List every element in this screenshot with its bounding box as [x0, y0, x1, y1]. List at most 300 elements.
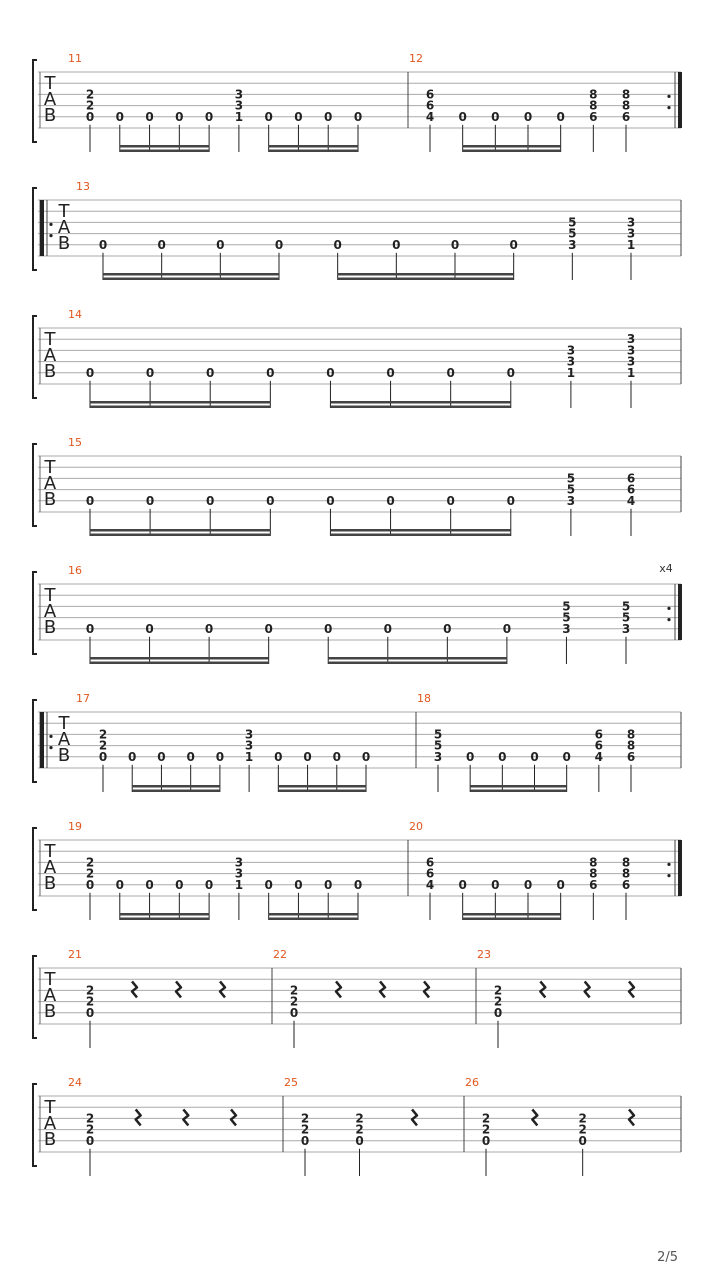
fret-number: 0	[266, 365, 275, 380]
fret-number: 0	[458, 109, 467, 124]
fret-number: 0	[556, 109, 565, 124]
fret-number: 2	[85, 1122, 95, 1137]
fret-number: 3	[234, 87, 244, 102]
tab-clef-letter: A	[43, 345, 57, 366]
fret-number: 3	[568, 237, 577, 252]
fret-number: 8	[626, 738, 636, 753]
fret-number: 0	[186, 749, 195, 764]
repeat-dot	[667, 874, 670, 877]
fret-number: 1	[234, 877, 244, 892]
page-number: 2/5	[657, 1250, 678, 1265]
fret-number: 8	[589, 98, 598, 113]
tab-system	[33, 692, 681, 792]
system-brace	[33, 572, 37, 654]
tab-system	[33, 308, 681, 408]
quarter-rest	[629, 1109, 634, 1125]
fret-number: 2	[481, 1122, 491, 1137]
fret-number: 0	[145, 621, 154, 636]
fret-number: 6	[621, 877, 631, 892]
quarter-rest	[132, 981, 137, 997]
fret-number: 6	[589, 109, 598, 124]
tab-clef-letter: T	[44, 585, 56, 606]
quarter-rest	[380, 981, 385, 997]
fret-number: 6	[626, 749, 636, 764]
fret-number: 2	[355, 1111, 364, 1126]
fret-number: 0	[509, 237, 518, 252]
measure	[68, 1076, 283, 1176]
tab-clef-letter: B	[43, 1001, 57, 1022]
measure	[465, 1076, 681, 1176]
fret-number: 2	[85, 983, 95, 998]
fret-number: 0	[128, 749, 137, 764]
measure-number: 15	[68, 436, 82, 449]
fret-number: 1	[626, 365, 636, 380]
system-brace	[33, 60, 37, 142]
fret-number: 8	[621, 98, 631, 113]
measure	[68, 52, 408, 152]
fret-number: 2	[98, 738, 108, 753]
fret-number: 0	[115, 877, 124, 892]
measure-number: 13	[76, 180, 90, 193]
measure	[273, 948, 476, 1048]
beam	[90, 529, 270, 532]
tab-system	[33, 436, 681, 536]
repeat-dot	[49, 234, 52, 237]
measure	[409, 820, 682, 920]
quarter-rest	[220, 981, 225, 997]
fret-number: 0	[498, 749, 507, 764]
fret-number: 2	[85, 866, 95, 881]
measure-number: 25	[284, 1076, 298, 1089]
fret-number: 6	[589, 877, 598, 892]
fret-number: 0	[450, 237, 460, 252]
fret-number: 3	[626, 226, 636, 241]
measure	[284, 1076, 464, 1176]
beam	[330, 529, 510, 532]
fret-number: 2	[289, 994, 299, 1009]
quarter-rest	[540, 981, 545, 997]
measure-number: 26	[465, 1076, 479, 1089]
measure	[40, 692, 416, 792]
fret-number: 0	[556, 877, 565, 892]
fret-number: 0	[523, 877, 533, 892]
fret-number: 3	[234, 98, 244, 113]
fret-number: 4	[425, 877, 435, 892]
quarter-rest	[336, 981, 341, 997]
repeat-start-thick-barline	[40, 200, 44, 256]
fret-number: 0	[204, 877, 214, 892]
fret-number: 6	[626, 482, 636, 497]
fret-number: 0	[264, 877, 273, 892]
fret-number: 0	[326, 365, 335, 380]
fret-number: 3	[234, 866, 244, 881]
fret-number: 0	[289, 1005, 299, 1020]
tab-clef-letter: B	[43, 105, 57, 126]
fret-number: 0	[215, 749, 225, 764]
tab-clef-letter: T	[44, 457, 56, 478]
fret-number: 2	[289, 983, 299, 998]
fret-number: 2	[355, 1122, 364, 1137]
fret-number: 6	[594, 738, 604, 753]
tab-clef-letter: T	[44, 329, 56, 350]
fret-number: 0	[446, 365, 455, 380]
measure	[40, 180, 681, 280]
fret-number: 0	[157, 237, 166, 252]
fret-number: 3	[626, 343, 636, 358]
system-brace	[33, 444, 37, 526]
fret-number: 0	[491, 877, 500, 892]
fret-number: 2	[493, 994, 503, 1009]
tab-clef-letter: T	[44, 73, 56, 94]
fret-number: 2	[85, 98, 95, 113]
fret-number: 0	[145, 365, 155, 380]
fret-number: 0	[85, 493, 95, 508]
fret-number: 0	[157, 749, 166, 764]
fret-number: 0	[324, 621, 333, 636]
quarter-rest	[532, 1109, 537, 1125]
fret-number: 1	[626, 237, 636, 252]
tab-clef-letter: A	[43, 601, 57, 622]
tab-system	[33, 562, 682, 664]
measure	[68, 948, 272, 1048]
beam	[338, 273, 514, 276]
fret-number: 8	[589, 855, 598, 870]
fret-number: 3	[566, 354, 576, 369]
beam	[90, 406, 270, 409]
fret-number: 0	[493, 1005, 503, 1020]
measure-number: 19	[68, 820, 82, 833]
beam	[90, 534, 270, 537]
fret-number: 0	[481, 1133, 491, 1148]
beam	[330, 406, 510, 409]
fret-number: 6	[425, 866, 435, 881]
fret-number: 6	[594, 727, 604, 742]
fret-number: 2	[85, 1111, 95, 1126]
quarter-rest	[412, 1109, 417, 1125]
fret-number: 0	[145, 877, 154, 892]
fret-number: 0	[206, 493, 215, 508]
fret-number: 6	[425, 855, 435, 870]
measure-number: 22	[273, 948, 287, 961]
beam	[463, 913, 561, 916]
fret-number: 3	[562, 621, 571, 636]
fret-number: 3	[244, 727, 254, 742]
fret-number: 0	[353, 877, 363, 892]
fret-number: 0	[85, 877, 95, 892]
measure-number: 14	[68, 308, 82, 321]
fret-number: 0	[85, 365, 95, 380]
tab-clef-letter: A	[43, 1113, 57, 1134]
fret-number: 2	[578, 1111, 587, 1126]
fret-number: 4	[425, 109, 435, 124]
measure	[409, 52, 682, 152]
fret-number: 0	[506, 365, 515, 380]
fret-number: 0	[98, 749, 108, 764]
fret-number: 0	[361, 749, 371, 764]
measure	[68, 820, 408, 920]
system-brace	[33, 828, 37, 910]
tab-clef-letter: B	[43, 361, 57, 382]
tab-clef-letter: T	[44, 969, 56, 990]
fret-number: 0	[294, 877, 303, 892]
measure	[68, 562, 682, 664]
tab-clef-letter: A	[43, 89, 57, 110]
fret-number: 0	[145, 109, 154, 124]
tab-clef-letter: A	[43, 985, 57, 1006]
fret-number: 8	[626, 727, 636, 742]
fret-number: 8	[589, 866, 598, 881]
fret-number: 2	[493, 983, 503, 998]
fret-number: 1	[234, 109, 244, 124]
fret-number: 0	[204, 621, 214, 636]
beam	[463, 145, 561, 148]
measure-number: 23	[477, 948, 491, 961]
repeat-end-thick-barline	[678, 584, 682, 640]
fret-number: 0	[386, 493, 395, 508]
beam	[120, 913, 209, 916]
tab-clef-letter: B	[57, 233, 71, 254]
fret-number: 0	[502, 621, 512, 636]
fret-number: 0	[458, 877, 467, 892]
fret-number: 0	[175, 109, 184, 124]
repeat-dot	[667, 106, 670, 109]
beam	[103, 278, 279, 281]
fret-number: 5	[562, 610, 571, 625]
beam	[132, 790, 220, 793]
fret-number: 0	[491, 109, 500, 124]
fret-number: 0	[85, 1133, 95, 1148]
beam	[103, 273, 279, 276]
beam	[120, 145, 209, 148]
repeat-dot	[49, 746, 52, 749]
fret-number: 2	[85, 87, 95, 102]
fret-number: 5	[566, 482, 576, 497]
fret-number: 0	[506, 493, 515, 508]
fret-number: 0	[216, 237, 225, 252]
repeat-dot	[667, 607, 670, 610]
fret-number: 0	[294, 109, 303, 124]
beam	[269, 918, 358, 921]
tab-clef-letter: B	[43, 489, 57, 510]
quarter-rest	[231, 1109, 236, 1125]
tab-clef-letter: T	[58, 713, 70, 734]
beam	[269, 913, 358, 916]
tab-clef-letter: B	[43, 873, 57, 894]
fret-number: 0	[115, 109, 124, 124]
beam	[328, 657, 507, 660]
measure	[417, 692, 681, 792]
measure-number: 17	[76, 692, 90, 705]
tab-clef-letter: A	[57, 729, 71, 750]
fret-number: 5	[621, 610, 631, 625]
repeat-dot	[667, 618, 670, 621]
fret-number: 0	[85, 1005, 95, 1020]
beam	[120, 918, 209, 921]
fret-number: 3	[566, 343, 576, 358]
beam	[269, 150, 358, 153]
tab-clef-letter: T	[44, 841, 56, 862]
fret-number: 0	[264, 621, 273, 636]
measure-number: 11	[68, 52, 82, 65]
system-brace	[33, 956, 37, 1038]
measure-number: 18	[417, 692, 431, 705]
tab-clef-letter: A	[57, 217, 71, 238]
fret-number: 5	[433, 727, 443, 742]
tab-system	[33, 948, 681, 1048]
fret-number: 1	[566, 365, 576, 380]
quarter-rest	[183, 1109, 188, 1125]
fret-number: 4	[594, 749, 604, 764]
tab-system	[33, 52, 682, 152]
system-brace	[33, 188, 37, 270]
fret-number: 0	[300, 1133, 310, 1148]
fret-number: 0	[465, 749, 475, 764]
fret-number: 3	[244, 738, 254, 753]
fret-number: 0	[333, 237, 342, 252]
fret-number: 5	[433, 738, 443, 753]
fret-number: 0	[530, 749, 539, 764]
tab-system	[33, 1076, 681, 1176]
quarter-rest	[176, 981, 181, 997]
fret-number: 5	[568, 215, 577, 230]
fret-number: 8	[589, 87, 598, 102]
fret-number: 3	[433, 749, 443, 764]
quarter-rest	[585, 981, 590, 997]
fret-number: 6	[425, 87, 435, 102]
beam	[90, 657, 269, 660]
fret-number: 1	[244, 749, 254, 764]
fret-number: 0	[353, 109, 363, 124]
repeat-start-thick-barline	[40, 712, 44, 768]
tab-system	[33, 820, 682, 920]
fret-number: 6	[626, 471, 636, 486]
fret-number: 3	[621, 621, 631, 636]
fret-number: 2	[578, 1122, 587, 1137]
fret-number: 0	[303, 749, 312, 764]
fret-number: 0	[274, 237, 284, 252]
fret-number: 0	[175, 877, 184, 892]
fret-number: 8	[621, 866, 631, 881]
system-brace	[33, 1084, 37, 1166]
beam	[132, 785, 220, 788]
system-brace	[33, 316, 37, 398]
beam	[338, 278, 514, 281]
tab-clef-letter: T	[44, 1097, 56, 1118]
beam	[470, 790, 566, 793]
fret-number: 3	[626, 215, 636, 230]
fret-number: 0	[145, 493, 155, 508]
beam	[90, 662, 269, 665]
fret-number: 0	[206, 365, 215, 380]
tab-clef-letter: B	[43, 617, 57, 638]
measure	[68, 436, 681, 536]
fret-number: 0	[264, 109, 273, 124]
fret-number: 2	[300, 1111, 310, 1126]
measure-number: 16	[68, 564, 82, 577]
fret-number: 0	[85, 621, 95, 636]
beam	[330, 534, 510, 537]
fret-number: 8	[621, 87, 631, 102]
fret-number: 0	[85, 109, 95, 124]
repeat-dot	[667, 863, 670, 866]
fret-number: 6	[425, 98, 435, 113]
fret-number: 0	[326, 493, 335, 508]
measure-number: 21	[68, 948, 82, 961]
tab-clef-letter: T	[58, 201, 70, 222]
fret-number: 8	[621, 855, 631, 870]
repeat-dot	[49, 735, 52, 738]
fret-number: 0	[266, 493, 275, 508]
beam	[278, 785, 366, 788]
quarter-rest	[424, 981, 429, 997]
system-brace	[33, 700, 37, 782]
tab-clef-letter: A	[43, 473, 57, 494]
fret-number: 0	[562, 749, 571, 764]
measure-number: 12	[409, 52, 423, 65]
beam	[470, 785, 566, 788]
tab-clef-letter: B	[43, 1129, 57, 1150]
fret-number: 3	[626, 354, 636, 369]
tab-clef-letter: B	[57, 745, 71, 766]
fret-number: 0	[386, 365, 395, 380]
fret-number: 3	[566, 493, 576, 508]
fret-number: 2	[300, 1122, 310, 1137]
fret-number: 2	[481, 1111, 491, 1126]
beam	[269, 145, 358, 148]
fret-number: 0	[355, 1133, 364, 1148]
fret-number: 3	[626, 332, 636, 347]
measure	[68, 308, 681, 408]
beam	[120, 150, 209, 153]
fret-number: 5	[566, 471, 576, 486]
beam	[90, 401, 270, 404]
quarter-rest	[136, 1109, 141, 1125]
beam	[330, 401, 510, 404]
repeat-end-thick-barline	[678, 72, 682, 128]
measure-number: 24	[68, 1076, 82, 1089]
fret-number: 5	[562, 599, 571, 614]
fret-number: 0	[332, 749, 341, 764]
beam	[463, 150, 561, 153]
fret-number: 2	[85, 855, 95, 870]
repeat-dot	[667, 95, 670, 98]
fret-number: 3	[234, 855, 244, 870]
fret-number: 4	[626, 493, 636, 508]
beam	[328, 662, 507, 665]
fret-number: 5	[621, 599, 631, 614]
measure-number: 20	[409, 820, 423, 833]
fret-number: 0	[578, 1133, 587, 1148]
tab-system	[33, 180, 681, 280]
fret-number: 0	[523, 109, 533, 124]
fret-number: 0	[324, 109, 333, 124]
fret-number: 0	[324, 877, 333, 892]
repeat-end-thick-barline	[678, 840, 682, 896]
fret-number: 0	[443, 621, 452, 636]
fret-number: 0	[392, 237, 401, 252]
fret-number: 2	[98, 727, 108, 742]
fret-number: 5	[568, 226, 577, 241]
fret-number: 0	[204, 109, 214, 124]
fret-number: 0	[274, 749, 283, 764]
fret-number: 0	[446, 493, 455, 508]
tab-clef-letter: A	[43, 857, 57, 878]
fret-number: 2	[85, 994, 95, 1009]
fret-number: 0	[383, 621, 392, 636]
fret-number: 6	[621, 109, 631, 124]
repeat-dot	[49, 223, 52, 226]
fret-number: 0	[98, 237, 108, 252]
